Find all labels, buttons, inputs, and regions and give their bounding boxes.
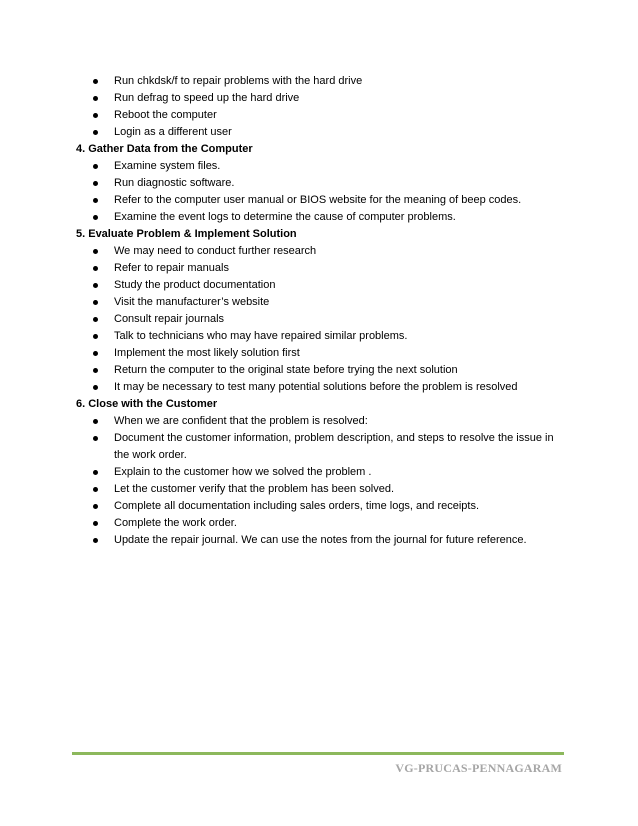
footer-text: VG-PRUCAS-PENNAGARAM [395, 761, 562, 775]
list-item [76, 209, 568, 226]
bullet-icon [93, 164, 98, 169]
section-heading: 5. Evaluate Problem & Implement Solution [76, 228, 297, 240]
list-item-text: Document the customer information, problem description, and steps to resolve the issue in the work order. [114, 432, 554, 461]
list-item-text: Examine the event logs to determine the cause of computer problems. [114, 211, 456, 223]
bullet-icon [93, 521, 98, 526]
bullet-icon [93, 96, 98, 101]
list-item-text: When we are confident that the problem is resolved: [114, 415, 368, 427]
section-heading: 4. Gather Data from the Computer [76, 143, 253, 155]
list-item [76, 481, 568, 498]
list-item [76, 243, 568, 260]
list-item [76, 175, 568, 192]
bullet-icon [93, 419, 98, 424]
bullet-list [76, 413, 568, 549]
bullet-icon [93, 436, 98, 441]
bullet-icon [93, 283, 98, 288]
list-item-text: Refer to the computer user manual or BIOS website for the meaning of beep codes. [114, 194, 522, 206]
bullet-icon [93, 130, 98, 135]
bullet-list [76, 73, 568, 141]
list-item [76, 430, 568, 464]
list-item [76, 515, 568, 532]
list-item [76, 532, 568, 549]
bullet-icon [93, 504, 98, 509]
list-item-text: Run diagnostic software. [114, 177, 235, 189]
bullet-icon [93, 300, 98, 305]
list-item [76, 345, 568, 362]
list-item [76, 311, 568, 328]
bullet-icon [93, 113, 98, 118]
footer-divider [72, 752, 564, 755]
bullet-icon [93, 368, 98, 373]
list-item-text: Study the product documentation [114, 279, 276, 291]
bullet-icon [93, 215, 98, 220]
list-item [76, 90, 568, 107]
list-item-text: Update the repair journal. We can use the notes from the journal for future reference. [114, 534, 527, 546]
list-item [76, 277, 568, 294]
list-item-text: Implement the most likely solution first [114, 347, 300, 359]
list-item [76, 124, 568, 141]
bullet-icon [93, 198, 98, 203]
bullet-icon [93, 334, 98, 339]
list-item-text: It may be necessary to test many potential solutions before the problem is resolved [114, 381, 518, 393]
list-item-text: Refer to repair manuals [114, 262, 229, 274]
list-item-text: Let the customer verify that the problem has been solved. [114, 483, 395, 495]
bullet-icon [93, 249, 98, 254]
bullet-icon [93, 317, 98, 322]
list-item [76, 294, 568, 311]
section [76, 141, 568, 226]
section [76, 396, 568, 549]
list-item-text: Run chkdsk/f to repair problems with the hard drive [114, 75, 363, 87]
list-item [76, 362, 568, 379]
bullet-icon [93, 351, 98, 356]
bullet-icon [93, 181, 98, 186]
list-item [76, 498, 568, 515]
bullet-list [76, 158, 568, 226]
list-item-text: Login as a different user [114, 126, 232, 138]
document-body [76, 73, 568, 549]
list-item [76, 413, 568, 430]
bullet-list [76, 243, 568, 396]
bullet-icon [93, 385, 98, 390]
bullet-icon [93, 538, 98, 543]
bullet-icon [93, 470, 98, 475]
list-item-text: Complete all documentation including sales orders, time logs, and receipts. [114, 500, 480, 512]
list-item-text: Return the computer to the original state before trying the next solution [114, 364, 458, 376]
list-item [76, 328, 568, 345]
bullet-icon [93, 266, 98, 271]
list-item-text: Complete the work order. [114, 517, 237, 529]
list-item [76, 379, 568, 396]
section-heading: 6. Close with the Customer [76, 398, 218, 410]
list-item-text: We may need to conduct further research [114, 245, 317, 257]
list-item-text: Talk to technicians who may have repaired similar problems. [114, 330, 408, 342]
section [76, 73, 568, 141]
list-item [76, 192, 568, 209]
list-item-text: Explain to the customer how we solved the problem . [114, 466, 372, 478]
bullet-icon [93, 79, 98, 84]
section [76, 226, 568, 396]
list-item-text: Visit the manufacturer’s website [114, 296, 270, 308]
list-item [76, 464, 568, 481]
list-item-text: Consult repair journals [114, 313, 225, 325]
list-item [76, 107, 568, 124]
list-item [76, 158, 568, 175]
list-item-text: Run defrag to speed up the hard drive [114, 92, 300, 104]
list-item-text: Reboot the computer [114, 109, 217, 121]
list-item-text: Examine system files. [114, 160, 221, 172]
list-item [76, 73, 568, 90]
list-item [76, 260, 568, 277]
bullet-icon [93, 487, 98, 492]
